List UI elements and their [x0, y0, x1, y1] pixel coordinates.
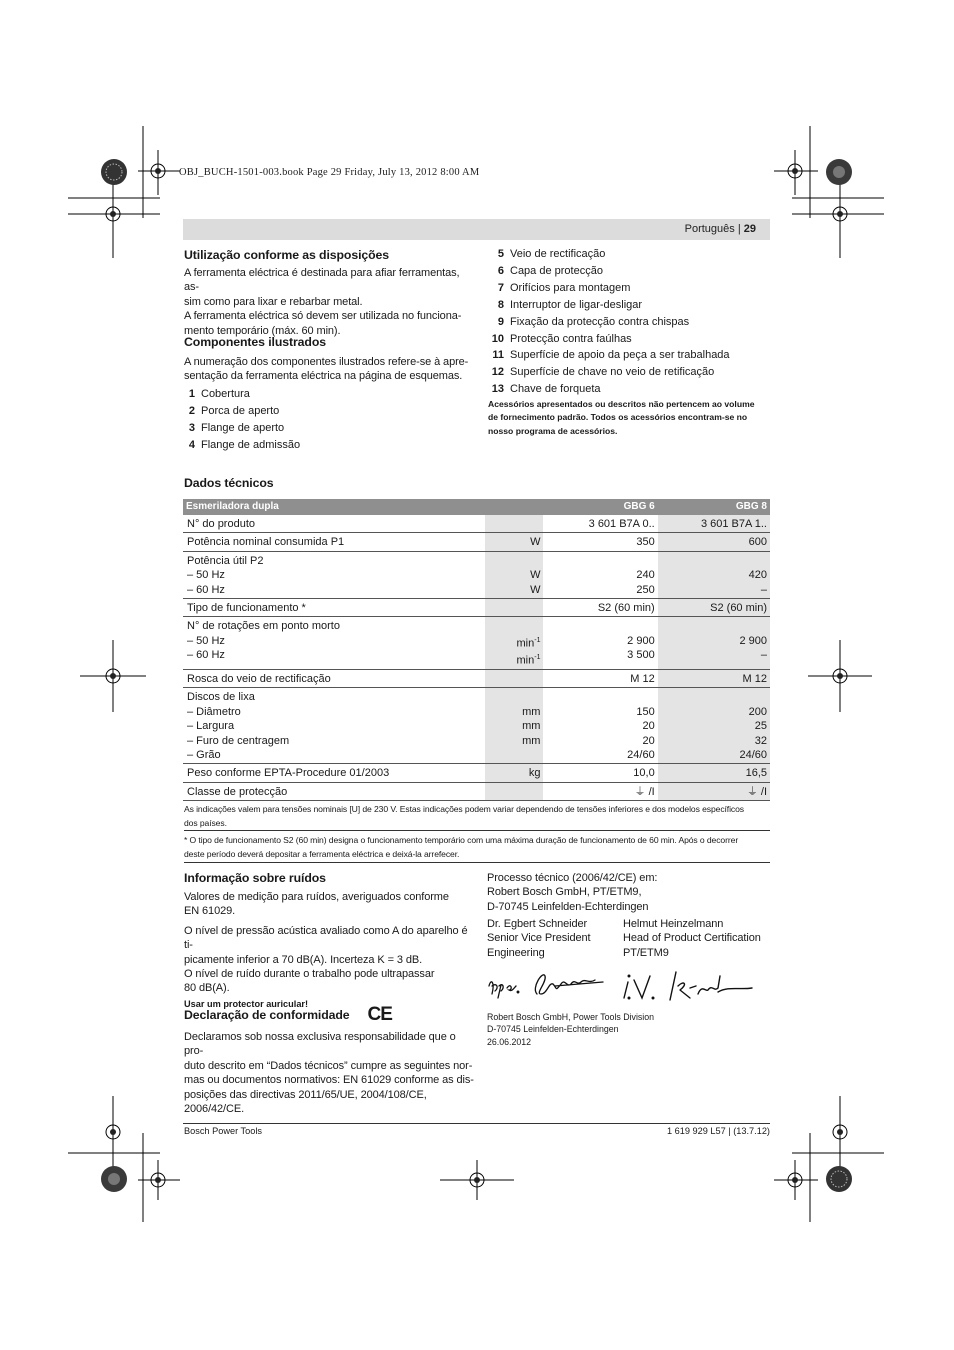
- cell-line: 3 601 B7A 1..: [700, 518, 767, 530]
- cell-line: –: [760, 583, 767, 596]
- technical-file: [487, 871, 777, 914]
- cell-line: Classe de protecção: [187, 785, 288, 798]
- cell-line: 3 601 B7A 0..: [588, 518, 655, 530]
- cell-line: mm: [522, 734, 541, 747]
- technical-data-table: [183, 499, 770, 801]
- list-item: 3 Flange de aperto: [188, 421, 285, 434]
- components-list-right: [486, 246, 776, 438]
- table-cell-v1: [543, 688, 657, 764]
- table-row: [183, 599, 770, 617]
- cell-line: 2 900: [739, 634, 767, 647]
- cell-line: kg: [528, 767, 541, 780]
- cell-line: mm: [522, 705, 541, 718]
- table-cell-label: [183, 764, 485, 782]
- technical-file-line: Processo técnico (2006/42/CE) em:: [487, 872, 658, 884]
- technical-file-line: D-70745 Leinfelden-Echterdingen: [487, 900, 649, 913]
- table-cell-v1: [543, 617, 657, 670]
- signature-left: [485, 964, 615, 1006]
- table-row: [183, 515, 770, 533]
- header-separator: |: [737, 223, 741, 235]
- list-item: 9 Fixação da protecção contra chispas: [497, 315, 690, 328]
- cell-line: Peso conforme EPTA-Procedure 01/2003: [187, 767, 390, 780]
- cell-line: 20: [642, 734, 655, 747]
- cell-line: [489, 748, 540, 762]
- table-cell-unit: [485, 551, 543, 598]
- signatory-left: Dr. Egbert Schneider Senior Vice President Engineering: [487, 918, 591, 959]
- cell-line: N° de rotações em ponto morto: [187, 620, 340, 633]
- table-cell-v1: [543, 782, 657, 800]
- table-row: [183, 782, 770, 800]
- list-item: 10 Protecção contra faúlhas: [491, 332, 632, 345]
- cell-line: S2 (60 min): [710, 602, 767, 615]
- cell-line: [489, 785, 540, 799]
- table-cell-v1: [543, 551, 657, 598]
- footnote-line: As indicações valem para tensões nominais [U] de 230 V. Estas indicações podem variar dependendo de tensões inferiores e dos modelos específicos: [184, 804, 744, 814]
- list-item: 2 Porca de aperto: [188, 404, 280, 417]
- table-header-row: [183, 499, 770, 515]
- cell-line: 3 500: [627, 649, 655, 662]
- cell-line: S2 (60 min): [597, 602, 655, 615]
- cell-line: ⏚ /I: [634, 785, 655, 798]
- table-cell-label: [183, 782, 485, 800]
- table-cell-v1: [543, 764, 657, 782]
- footnote-divider: [184, 830, 770, 831]
- table-cell-label: [183, 515, 485, 533]
- table-cell-v2: [658, 551, 770, 598]
- print-slug: OBJ_BUCH-1501-003.book Page 29 Friday, July 13, 2012 8:00 AM: [179, 167, 480, 178]
- table-cell-v2: [658, 515, 770, 533]
- cell-line: [489, 690, 540, 704]
- cell-line: N° do produto: [187, 518, 255, 530]
- footer-right: 1 619 929 L57 | (13.7.12): [666, 1126, 770, 1136]
- footnote-line: dos países.: [184, 818, 227, 828]
- cell-line: – Furo de centragem: [187, 734, 290, 747]
- cell-line: W: [530, 536, 541, 549]
- footnote-line: * O tipo de funcionamento S2 (60 min) designa o funcionamento temporário com uma máxima duração de funcionamento de 60 min. Após o decorrer: [184, 835, 739, 845]
- table-cell-label: [183, 551, 485, 598]
- table-row: [183, 551, 770, 598]
- cell-line: –: [760, 649, 767, 662]
- table-cell-v2: [658, 764, 770, 782]
- cell-line: 24/60: [627, 748, 655, 761]
- intended-use-line: A ferramenta eléctrica é destinada para afiar ferramentas, as-: [184, 267, 460, 294]
- cell-line: 20: [642, 720, 655, 733]
- table-header-model2: GBG 8: [658, 499, 770, 515]
- page-header: [685, 223, 756, 235]
- cell-line: [489, 672, 540, 686]
- cell-line: 10,0: [633, 767, 655, 780]
- cell-line: – 60 Hz: [187, 583, 225, 596]
- cell-line: – Grão: [187, 748, 221, 761]
- list-item: 6 Capa de protecção: [497, 264, 603, 277]
- cell-line: Rosca do veio de rectificação: [187, 672, 331, 685]
- cell-line: ⏚ /I: [746, 785, 767, 798]
- cell-line: – 50 Hz: [187, 634, 225, 647]
- cell-line: [662, 690, 767, 704]
- table-cell-v2: [658, 669, 770, 687]
- list-item: 5 Veio de rectificação: [497, 248, 606, 260]
- cell-line: 16,5: [745, 767, 767, 780]
- cell-line: 24/60: [739, 748, 767, 761]
- cell-line: [489, 517, 540, 531]
- signatory-right: Helmut Heinzelmann Head of Product Certification PT/ETM9: [623, 918, 761, 959]
- components-title: Componentes ilustrados: [184, 335, 326, 349]
- table-cell-v1: [543, 533, 657, 551]
- cell-line: [489, 619, 540, 633]
- table-row: [183, 669, 770, 687]
- cell-line: W: [530, 583, 541, 596]
- cell-line: Tipo de funcionamento *: [187, 602, 306, 615]
- conformity-title: Declaração de conformidade: [184, 1008, 350, 1022]
- table-cell-label: [183, 533, 485, 551]
- header-language: Português: [684, 223, 735, 235]
- cell-line: M 12: [742, 672, 767, 685]
- table-cell-v2: [658, 782, 770, 800]
- table-row: [183, 617, 770, 670]
- cell-line: 200: [748, 705, 767, 718]
- intended-use-section: [184, 248, 474, 338]
- table-cell-unit: [485, 617, 543, 670]
- cell-line: 240: [636, 569, 655, 582]
- components-section: [184, 335, 474, 453]
- cell-line: 32: [754, 734, 767, 747]
- table-cell-unit: [485, 533, 543, 551]
- noise-title: Informação sobre ruídos: [184, 871, 326, 885]
- table-header-model1: GBG 6: [543, 499, 657, 515]
- conformity-line: mas ou documentos normativos: EN 61029 conforme as dis-: [184, 1074, 474, 1087]
- cell-line: [489, 601, 540, 615]
- noise-line: 80 dB(A).: [184, 982, 230, 995]
- table-cell-v2: [658, 617, 770, 670]
- technical-file-line: Robert Bosch GmbH, PT/ETM9,: [487, 886, 642, 899]
- cell-line: $\min^{-1}$: [516, 653, 541, 667]
- table-cell-label: [183, 669, 485, 687]
- table-cell-label: [183, 617, 485, 670]
- technical-data-title: Dados técnicos: [184, 476, 274, 490]
- table-cell-unit: [485, 599, 543, 617]
- table-cell-v1: [543, 599, 657, 617]
- table-cell-unit: [485, 688, 543, 764]
- table-row: [183, 688, 770, 764]
- footer-divider: [183, 1123, 770, 1124]
- cell-line: [547, 554, 654, 568]
- cell-line: – 50 Hz: [187, 569, 225, 582]
- cell-line: [547, 690, 654, 704]
- components-intro-line: A numeração dos componentes ilustrados refere-se à apre-: [184, 356, 469, 368]
- noise-line: Valores de medição para ruídos, averiguados conforme: [184, 891, 449, 903]
- page-number: 29: [743, 223, 756, 235]
- conformity-line: posições das directivas 2011/65/UE, 2004/108/CE,: [184, 1088, 427, 1101]
- noise-line: O nível de ruído durante o trabalho pode ultrapassar: [184, 968, 435, 981]
- cell-line: M 12: [630, 672, 655, 685]
- cell-line: Potência útil P2: [187, 554, 264, 567]
- table-cell-v2: [658, 688, 770, 764]
- cell-line: 2 900: [627, 634, 655, 647]
- cell-line: 600: [748, 536, 767, 549]
- list-item: 4 Flange de admissão: [188, 438, 301, 451]
- footer-left: Bosch Power Tools: [184, 1126, 262, 1136]
- page-header-bar: [183, 219, 770, 240]
- table-cell-label: [183, 688, 485, 764]
- list-item: 7 Orifícios para montagem: [497, 281, 631, 294]
- cell-line: [662, 619, 767, 633]
- cell-line: mm: [522, 720, 541, 733]
- accessories-note: Acessórios apresentados ou descritos não pertencem ao volume de fornecimento padrão. Todos os acessórios encontram-se no nosso programa de acessórios.: [488, 399, 755, 436]
- cell-line: Potência nominal consumida P1: [187, 536, 345, 549]
- list-item: 8 Interruptor de ligar-desligar: [497, 298, 643, 311]
- conformity-line: 2006/42/CE.: [184, 1103, 245, 1116]
- list-item: 12 Superfície de chave no veio de retificação: [491, 366, 715, 379]
- components-intro-line: sentação da ferramenta eléctrica na página de esquemas.: [184, 370, 463, 383]
- cell-line: 350: [636, 536, 655, 549]
- address-block: Robert Bosch GmbH, Power Tools Division D-70745 Leinfelden-Echterdingen 26.06.2012: [487, 1012, 655, 1047]
- table-row: [183, 533, 770, 551]
- cell-line: – Diâmetro: [187, 705, 241, 718]
- signature-right: [620, 964, 760, 1006]
- table-cell-unit: [485, 515, 543, 533]
- cell-line: [547, 619, 654, 633]
- table-cell-unit: [485, 782, 543, 800]
- ce-mark: CE: [367, 1004, 392, 1025]
- conformity-line: duto descrito em “Dados técnicos” cumpre as seguintes nor-: [184, 1059, 473, 1072]
- intended-use-line: A ferramenta eléctrica só devem ser utilizada no funciona-: [184, 310, 462, 323]
- intended-use-title: Utilização conforme as disposições: [184, 248, 390, 262]
- conformity-section: [184, 1004, 474, 1116]
- noise-warning: Usar um protector auricular!: [184, 998, 309, 1009]
- conformity-line: Declaramos sob nossa exclusiva responsabilidade que o pro-: [184, 1031, 456, 1058]
- noise-section: [184, 871, 474, 1011]
- table-header-product: Esmeriladora dupla: [183, 499, 485, 515]
- cell-line: – 60 Hz: [187, 649, 225, 662]
- noise-line: picamente inferior a 70 dB(A). Incerteza K = 3 dB.: [184, 953, 423, 966]
- cell-line: 420: [748, 569, 767, 582]
- cell-line: Discos de lixa: [187, 691, 255, 704]
- cell-line: 150: [636, 705, 655, 718]
- footnote-line: deste período deverá depositar a ferramenta eléctrica e deixá-la arrefecer.: [184, 849, 460, 859]
- table-cell-v1: [543, 669, 657, 687]
- components-list-left: [177, 386, 474, 454]
- table-cell-v2: [658, 533, 770, 551]
- table-cell-unit: [485, 669, 543, 687]
- intended-use-line: mento temporário (máx. 60 min).: [184, 324, 341, 337]
- technical-footnotes: [184, 802, 770, 863]
- noise-line: EN 61029.: [184, 905, 236, 918]
- cell-line: [489, 554, 540, 568]
- list-item: 11 Superfície de apoio da peça a ser trabalhada: [492, 349, 730, 362]
- cell-line: – Largura: [187, 720, 235, 733]
- cell-line: [662, 554, 767, 568]
- cell-line: 25: [754, 720, 767, 733]
- list-item: 1 Cobertura: [188, 387, 250, 400]
- cell-line: $\min^{-1}$: [516, 636, 541, 650]
- cell-line: W: [530, 569, 541, 582]
- section-divider: [184, 862, 770, 863]
- table-cell-v2: [658, 599, 770, 617]
- table-cell-label: [183, 599, 485, 617]
- cell-line: 250: [636, 583, 655, 596]
- noise-line: O nível de pressão acústica avaliado como A do aparelho é ti-: [184, 924, 468, 952]
- table-cell-unit: [485, 764, 543, 782]
- table-cell-v1: [543, 515, 657, 533]
- table-row: [183, 764, 770, 782]
- list-item: 13 Chave de forqueta: [491, 383, 601, 396]
- intended-use-line: sim como para lixar e rebarbar metal.: [184, 295, 363, 308]
